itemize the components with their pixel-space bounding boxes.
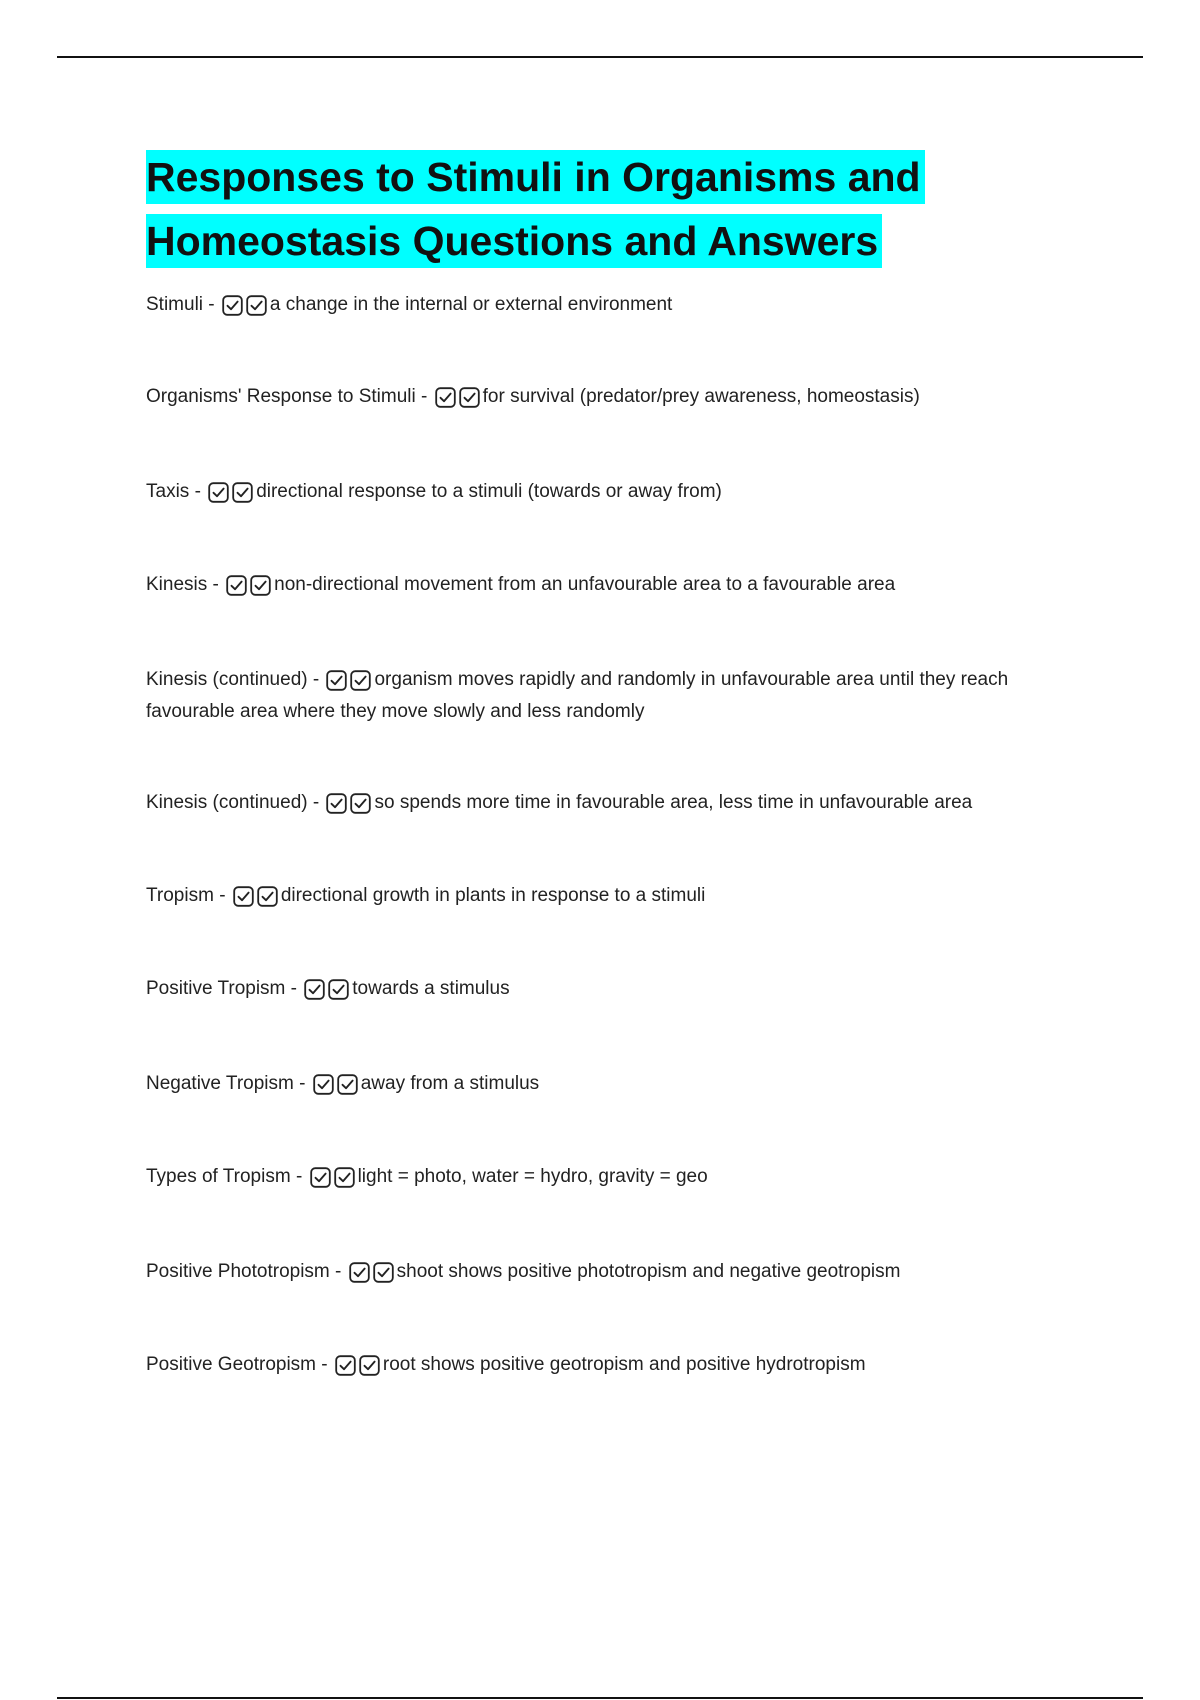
qa-term: Positive Tropism - <box>146 978 297 999</box>
qa-term: Organisms' Response to Stimuli - <box>146 386 428 407</box>
checkbox-checked-icon <box>222 295 243 316</box>
qa-term: Positive Geotropism - <box>146 1354 328 1375</box>
check-pair <box>222 295 270 323</box>
check-pair <box>208 482 256 510</box>
qa-definition: non-directional movement from an unfavourable area to a favourable area <box>274 574 896 595</box>
qa-item <box>146 1070 1086 1102</box>
checkbox-checked-icon <box>250 575 271 596</box>
check-pair <box>226 575 274 603</box>
qa-definition: towards a stimulus <box>352 978 510 999</box>
qa-term: Positive Phototropism - <box>146 1261 342 1282</box>
checkbox-checked-icon <box>350 793 371 814</box>
checkbox-checked-icon <box>326 793 347 814</box>
checkbox-checked-icon <box>335 1355 356 1376</box>
qa-definition: a change in the internal or external environment <box>269 294 673 315</box>
qa-term: Taxis - <box>146 481 201 502</box>
checkbox-checked-icon <box>328 979 349 1000</box>
checkbox-checked-icon <box>359 1355 380 1376</box>
checkbox-checked-icon <box>226 575 247 596</box>
header-rule <box>57 56 1143 58</box>
checkbox-checked-icon <box>459 387 480 408</box>
qa-item <box>146 478 1086 510</box>
qa-term: Tropism - <box>146 885 226 906</box>
checkbox-checked-icon <box>313 1074 334 1095</box>
check-pair <box>326 670 374 698</box>
check-pair <box>435 387 483 415</box>
document-body <box>146 145 1146 1375</box>
title-line-1: Responses to Stimuli in Organisms and <box>146 150 925 204</box>
qa-definition: organism moves rapidly and randomly in unfavourable area until they reach favourable area where they move slowly and less randomly <box>146 669 1009 722</box>
qa-term: Types of Tropism - <box>146 1166 303 1187</box>
qa-item <box>146 1163 1086 1195</box>
qa-definition: directional response to a stimuli (towards or away from) <box>256 481 722 502</box>
qa-term: Kinesis (continued) - <box>146 792 320 813</box>
qa-item <box>146 383 1086 415</box>
checkbox-checked-icon <box>326 670 347 691</box>
qa-term: Stimuli - <box>146 294 215 315</box>
checkbox-checked-icon <box>337 1074 358 1095</box>
qa-item <box>146 571 1086 603</box>
document-title <box>146 145 1146 273</box>
checkbox-checked-icon <box>373 1262 394 1283</box>
qa-definition: directional growth in plants in response to a stimuli <box>280 885 706 906</box>
check-pair <box>349 1262 397 1290</box>
qa-term: Kinesis - <box>146 574 219 595</box>
checkbox-checked-icon <box>349 1262 370 1283</box>
footer-rule <box>57 1697 1143 1699</box>
check-pair <box>335 1355 383 1383</box>
check-pair <box>233 886 281 914</box>
checkbox-checked-icon <box>257 886 278 907</box>
check-pair <box>310 1167 358 1195</box>
checkbox-checked-icon <box>304 979 325 1000</box>
checkbox-checked-icon <box>233 886 254 907</box>
check-pair <box>304 979 352 1007</box>
qa-definition: light = photo, water = hydro, gravity = geo <box>357 1166 708 1187</box>
checkbox-checked-icon <box>310 1167 331 1188</box>
qa-item <box>146 1351 1086 1383</box>
qa-item <box>146 666 1086 726</box>
qa-definition: shoot shows positive phototropism and negative geotropism <box>396 1261 901 1282</box>
title-line-2: Homeostasis Questions and Answers <box>146 214 882 268</box>
checkbox-checked-icon <box>246 295 267 316</box>
qa-item <box>146 789 1086 821</box>
qa-definition: so spends more time in favourable area, less time in unfavourable area <box>374 792 973 813</box>
check-pair <box>326 793 374 821</box>
checkbox-checked-icon <box>435 387 456 408</box>
qa-definition: away from a stimulus <box>360 1073 540 1094</box>
qa-definition: root shows positive geotropism and positive hydrotropism <box>382 1354 866 1375</box>
qa-definition: for survival (predator/prey awareness, homeostasis) <box>482 386 920 407</box>
check-pair <box>313 1074 361 1102</box>
checkbox-checked-icon <box>350 670 371 691</box>
qa-item <box>146 882 1086 914</box>
checkbox-checked-icon <box>334 1167 355 1188</box>
checkbox-checked-icon <box>208 482 229 503</box>
qa-term: Negative Tropism - <box>146 1073 306 1094</box>
qa-item <box>146 291 1086 323</box>
qa-term: Kinesis (continued) - <box>146 669 320 690</box>
qa-item <box>146 1258 1086 1290</box>
qa-item <box>146 975 1086 1007</box>
checkbox-checked-icon <box>232 482 253 503</box>
